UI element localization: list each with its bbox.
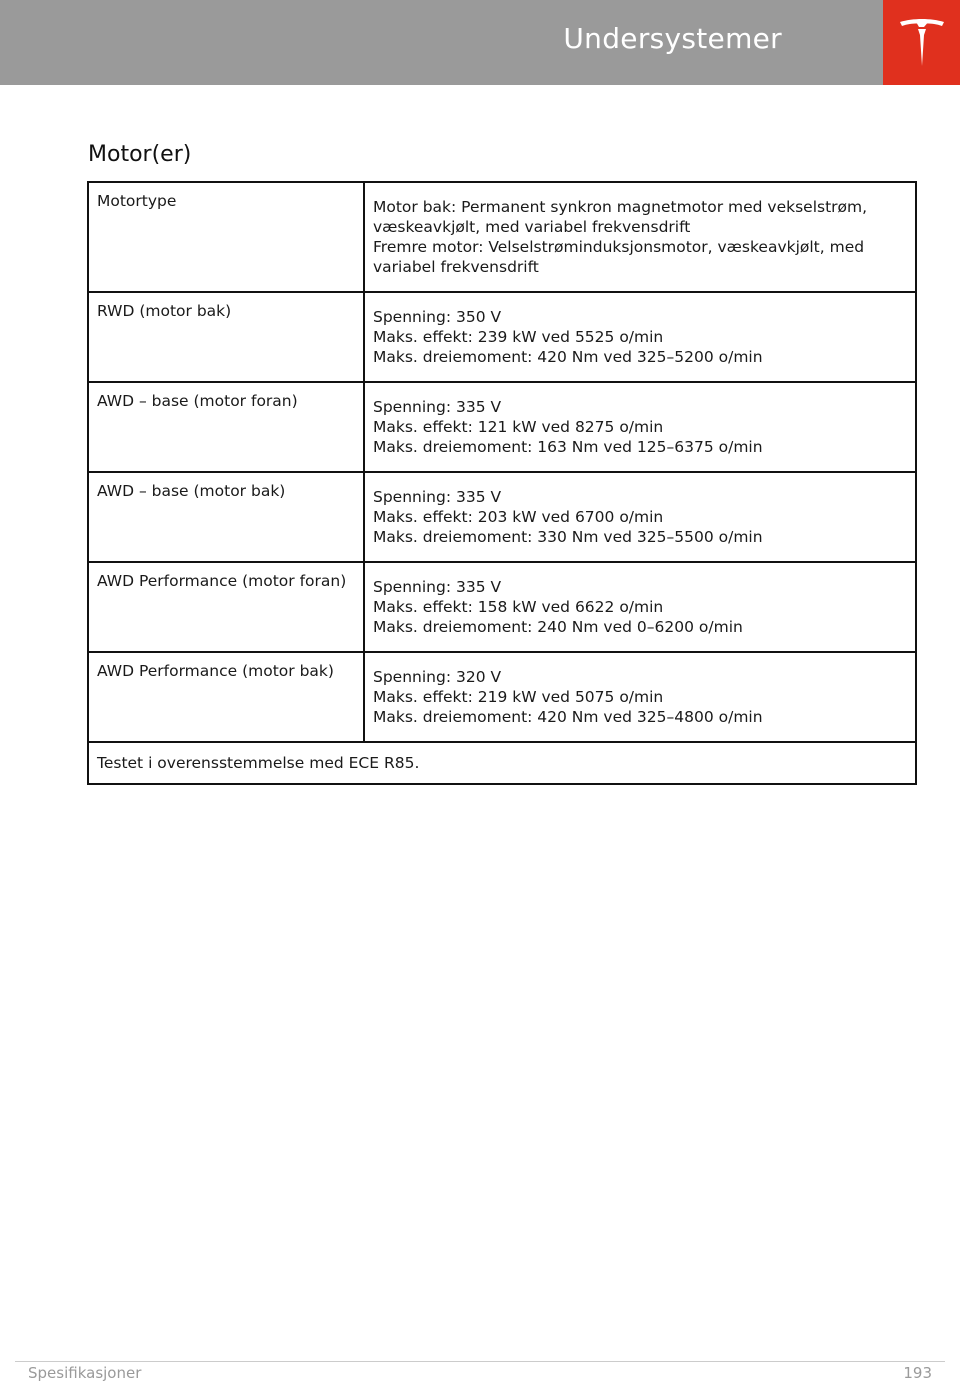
table-row xyxy=(88,182,916,292)
row-label: AWD – base (motor foran) xyxy=(88,382,364,472)
row-value xyxy=(364,472,916,562)
table-row xyxy=(88,472,916,562)
value-line: Motor bak: Permanent synkron magnetmotor med vekselstrøm, xyxy=(373,198,868,216)
footer-divider xyxy=(15,1361,945,1362)
row-label: AWD Performance (motor foran) xyxy=(88,562,364,652)
value-line: Maks. dreiemoment: 420 Nm ved 325–4800 o/min xyxy=(373,708,763,726)
row-value xyxy=(364,182,916,292)
footer-section-name: Spesifikasjoner xyxy=(28,1364,142,1382)
motor-spec-table xyxy=(87,181,917,785)
value-line: væskeavkjølt, med variabel frekvensdrift xyxy=(373,218,691,236)
table-row xyxy=(88,292,916,382)
value-line: Maks. effekt: 121 kW ved 8275 o/min xyxy=(373,418,664,436)
row-value xyxy=(364,652,916,742)
table-row xyxy=(88,652,916,742)
row-value xyxy=(364,292,916,382)
value-line: Maks. dreiemoment: 240 Nm ved 0–6200 o/min xyxy=(373,618,743,636)
row-label: AWD – base (motor bak) xyxy=(88,472,364,562)
row-value xyxy=(364,382,916,472)
value-line: Maks. effekt: 239 kW ved 5525 o/min xyxy=(373,328,664,346)
value-line: Maks. effekt: 158 kW ved 6622 o/min xyxy=(373,598,664,616)
page-header xyxy=(0,0,883,85)
logo-box xyxy=(883,0,960,85)
value-line: Maks. effekt: 219 kW ved 5075 o/min xyxy=(373,688,664,706)
value-line: Spenning: 320 V xyxy=(373,668,502,686)
table-note: Testet i overensstemmelse med ECE R85. xyxy=(88,742,916,784)
table-row xyxy=(88,382,916,472)
value-line: Maks. dreiemoment: 163 Nm ved 125–6375 o/min xyxy=(373,438,763,456)
value-line: Maks. effekt: 203 kW ved 6700 o/min xyxy=(373,508,664,526)
section-title: Motor(er) xyxy=(88,142,192,167)
table-row xyxy=(88,742,916,784)
value-line: Spenning: 335 V xyxy=(373,488,502,506)
table-row xyxy=(88,562,916,652)
row-label: RWD (motor bak) xyxy=(88,292,364,382)
page-number: 193 xyxy=(903,1364,932,1382)
value-line: Fremre motor: Velselstrøminduksjonsmotor, væskeavkjølt, med xyxy=(373,238,865,256)
row-label: Motortype xyxy=(88,182,364,292)
value-line: Spenning: 335 V xyxy=(373,578,502,596)
value-line: Spenning: 350 V xyxy=(373,308,502,326)
header-title: Undersystemer xyxy=(563,22,782,55)
value-line: Maks. dreiemoment: 330 Nm ved 325–5500 o/min xyxy=(373,528,763,546)
tesla-t-logo-icon xyxy=(897,16,947,70)
value-line: variabel frekvensdrift xyxy=(373,258,539,276)
row-value xyxy=(364,562,916,652)
value-line: Maks. dreiemoment: 420 Nm ved 325–5200 o/min xyxy=(373,348,763,366)
value-line: Spenning: 335 V xyxy=(373,398,502,416)
row-label: AWD Performance (motor bak) xyxy=(88,652,364,742)
